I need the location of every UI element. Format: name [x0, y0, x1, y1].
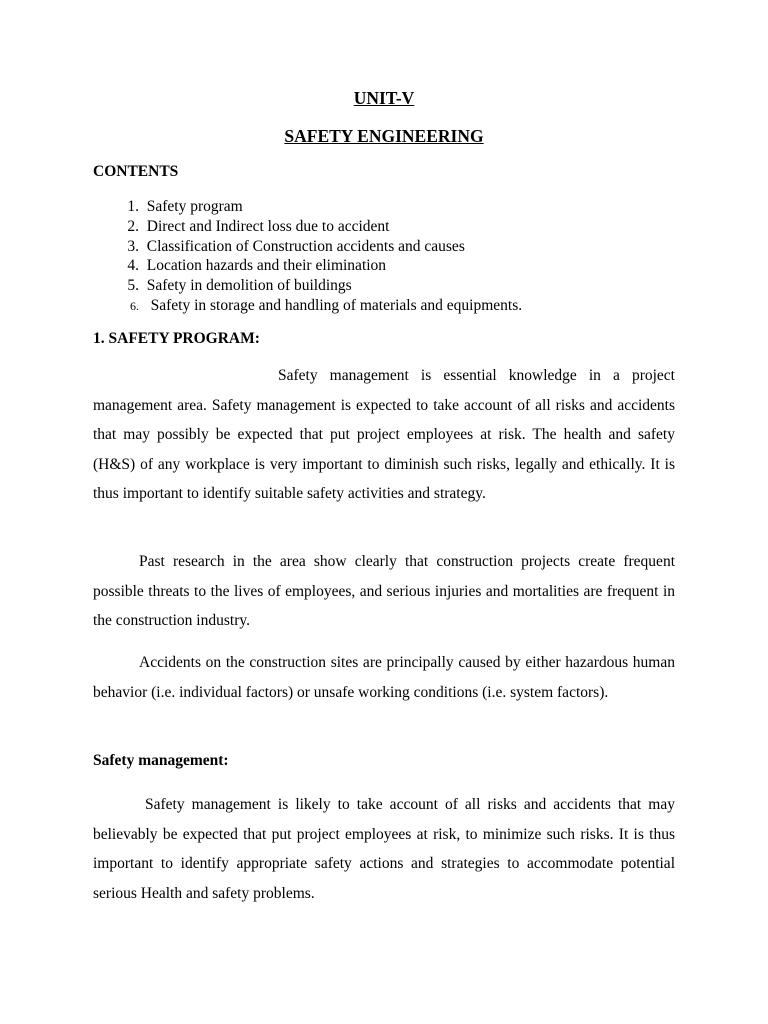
- contents-item-number: 6.: [130, 298, 139, 313]
- body-paragraph: Accidents on the construction sites are principally caused by either hazardous human behavior (i.e. individual factors) or unsafe working conditions (i.e. system factors).: [93, 654, 675, 701]
- contents-item: [93, 276, 522, 296]
- contents-item: [93, 237, 522, 257]
- contents-item-number: 2.: [127, 217, 139, 235]
- contents-item-number: 1.: [127, 198, 139, 215]
- body-paragraph: Past research in the area show clearly that construction projects create frequent possible threats to the lives of employees, and serious injuries and mortalities are frequent in the construction industry.: [93, 553, 675, 629]
- unit-heading: UNIT-V: [353, 88, 415, 108]
- contents-item: [93, 296, 522, 316]
- contents-item-text: Safety in demolition of buildings: [146, 277, 352, 295]
- body-paragraph: Safety management is essential knowledge in a project management area. Safety management is expected to take account of all risks and accidents that may possibly be expected that put project employees at risk. The health and safety (H&S) of any workplace is very important to diminish such risks, legally and ethically. It is thus important to identify suitable safety activities and strategy.: [93, 367, 675, 502]
- contents-item-text: Safety in storage and handling of materials and equipments.: [150, 296, 523, 314]
- contents-item-text: Safety program: [146, 198, 243, 215]
- contents-item: [93, 256, 522, 276]
- contents-item-text: Direct and Indirect loss due to accident: [146, 217, 390, 235]
- contents-item-number: 5.: [127, 277, 139, 295]
- contents-item: [93, 217, 522, 237]
- subsection-heading: Safety management:: [93, 752, 229, 769]
- section-heading: 1. SAFETY PROGRAM:: [93, 330, 260, 347]
- contents-item-text: Location hazards and their elimination: [146, 257, 387, 275]
- page-title: SAFETY ENGINEERING: [284, 126, 484, 146]
- body-paragraph: Safety management is likely to take account of all risks and accidents that may believably be expected that put project employees at risk, to minimize such risks. It is thus important to identify appropriate safety actions and strategies to accommodate potential serious Health and safety problems.: [93, 796, 675, 902]
- contents-list: [93, 197, 522, 316]
- contents-heading: CONTENTS: [93, 163, 179, 180]
- contents-item-text: Classification of Construction accidents and causes: [146, 237, 465, 255]
- contents-item-number: 3.: [127, 237, 139, 255]
- contents-item: [93, 197, 522, 217]
- contents-item-number: 4.: [127, 257, 139, 275]
